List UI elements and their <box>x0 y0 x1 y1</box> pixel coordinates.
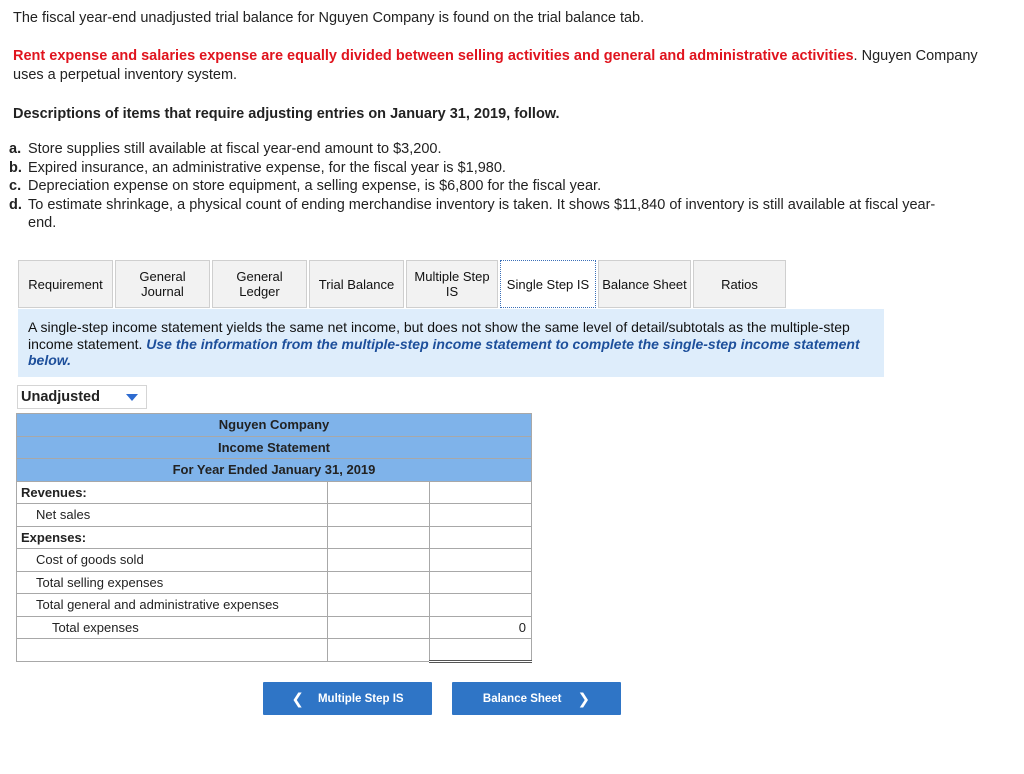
table-row <box>17 549 532 572</box>
rent-note-highlight: Rent expense and salaries expense are equally divided between selling activities and general and administrative activities <box>13 48 854 64</box>
total-expenses-amount-input[interactable] <box>328 616 430 639</box>
tab-balance-sheet[interactable] <box>598 260 691 308</box>
tab-general-journal[interactable] <box>115 260 210 308</box>
table-row <box>17 526 532 549</box>
revenues-total-input[interactable] <box>430 481 532 504</box>
rent-note <box>13 47 1003 85</box>
prev-button-label: Multiple Step IS <box>317 692 404 705</box>
tab-label: General Ledger <box>236 269 283 299</box>
rent-note-rest: . Nguyen Company uses a perpetual inventory system. <box>13 48 978 83</box>
table-row <box>17 481 532 504</box>
total-expenses-label: Total expenses <box>17 616 328 639</box>
table-row <box>17 594 532 617</box>
selling-expenses-label: Total selling expenses <box>17 571 328 594</box>
admin-expenses-total-input[interactable] <box>430 594 532 617</box>
cogs-label: Cost of goods sold <box>17 549 328 572</box>
tab-label: Single Step IS <box>506 276 590 292</box>
item-letter: b. <box>9 159 22 176</box>
tab-multiple-step-is[interactable] <box>406 260 498 308</box>
expenses-label: Expenses: <box>17 526 328 549</box>
income-statement-table <box>16 413 532 663</box>
instruction-text: A single-step income statement yields the same net income, but does not show the same level of detail/subtotals as the multiple-step income statement. <box>28 319 850 352</box>
revenues-amount-input[interactable] <box>328 481 430 504</box>
table-row <box>17 459 532 482</box>
tab-bar <box>18 260 788 308</box>
instruction-emphasis: Use the information from the multiple-step income statement to complete the single-step income statement below. <box>28 335 860 368</box>
list-item <box>9 177 1009 196</box>
prev-multiple-step-is-button[interactable] <box>263 682 432 715</box>
tab-label: Requirement <box>28 276 103 292</box>
tab-label: Ratios <box>721 276 758 292</box>
caret-down-icon <box>126 394 138 401</box>
item-text: Depreciation expense on store equipment, a selling expense, is $6,800 for the fiscal year. <box>28 178 602 194</box>
descriptions-heading: Descriptions of items that require adjusting entries on January 31, 2019, follow. <box>13 106 560 122</box>
intro-text: The fiscal year-end unadjusted trial balance for Nguyen Company is found on the trial balance tab. <box>13 10 645 26</box>
tab-requirement[interactable] <box>18 260 113 308</box>
table-row <box>17 639 532 662</box>
item-text: Store supplies still available at fiscal year-end amount to $3,200. <box>28 141 442 157</box>
cogs-total-input[interactable] <box>430 549 532 572</box>
statement-title: Income Statement <box>17 436 532 459</box>
item-text: Expired insurance, an administrative expense, for the fiscal year is $1,980. <box>28 159 506 176</box>
net-income-total-input[interactable] <box>430 639 532 662</box>
item-letter: d. <box>9 196 22 213</box>
tab-trial-balance[interactable] <box>309 260 404 308</box>
chevron-right-icon: ❯ <box>577 690 591 708</box>
table-row <box>17 571 532 594</box>
table-row <box>17 504 532 527</box>
selling-expenses-amount-input[interactable] <box>328 571 430 594</box>
item-text: To estimate shrinkage, a physical count of ending merchandise inventory is taken. It shows $11,840 of inventory is still available at fiscal year-end. <box>28 196 936 231</box>
tab-label: Multiple Step IS <box>414 269 490 299</box>
tab-ratios[interactable] <box>693 260 786 308</box>
instruction-box <box>18 309 884 377</box>
statement-period: For Year Ended January 31, 2019 <box>17 459 532 482</box>
admin-expenses-label: Total general and administrative expenses <box>17 594 328 617</box>
adjustment-items-list <box>9 140 1009 233</box>
table-row <box>17 616 532 639</box>
next-button-label: Balance Sheet <box>482 692 562 705</box>
expenses-amount-input[interactable] <box>328 526 430 549</box>
admin-expenses-amount-input[interactable] <box>328 594 430 617</box>
list-item <box>9 159 1009 178</box>
revenues-label: Revenues: <box>17 481 328 504</box>
net-sales-total-input[interactable] <box>430 504 532 527</box>
table-row <box>17 414 532 437</box>
dropdown-value: Unadjusted <box>21 389 100 405</box>
net-sales-label: Net sales <box>17 504 328 527</box>
item-letter: a. <box>9 141 22 157</box>
next-balance-sheet-button[interactable] <box>452 682 621 715</box>
item-letter: c. <box>9 178 22 194</box>
net-income-label-input[interactable] <box>17 639 328 662</box>
company-name: Nguyen Company <box>17 414 532 437</box>
tab-label: General Journal <box>139 269 186 299</box>
trial-balance-dropdown[interactable] <box>17 385 147 409</box>
cogs-amount-input[interactable] <box>328 549 430 572</box>
tab-single-step-is[interactable] <box>500 260 596 308</box>
net-income-amount-input[interactable] <box>328 639 430 662</box>
tab-general-ledger[interactable] <box>212 260 307 308</box>
list-item <box>9 196 1009 233</box>
expenses-total-input[interactable] <box>430 526 532 549</box>
net-sales-amount-input[interactable] <box>328 504 430 527</box>
table-row <box>17 436 532 459</box>
list-item <box>9 140 1009 159</box>
chevron-left-icon: ❮ <box>291 690 304 708</box>
tab-label: Trial Balance <box>318 276 395 292</box>
tab-label: Balance Sheet <box>602 276 687 292</box>
total-expenses-value: 0 <box>430 616 532 639</box>
selling-expenses-total-input[interactable] <box>430 571 532 594</box>
